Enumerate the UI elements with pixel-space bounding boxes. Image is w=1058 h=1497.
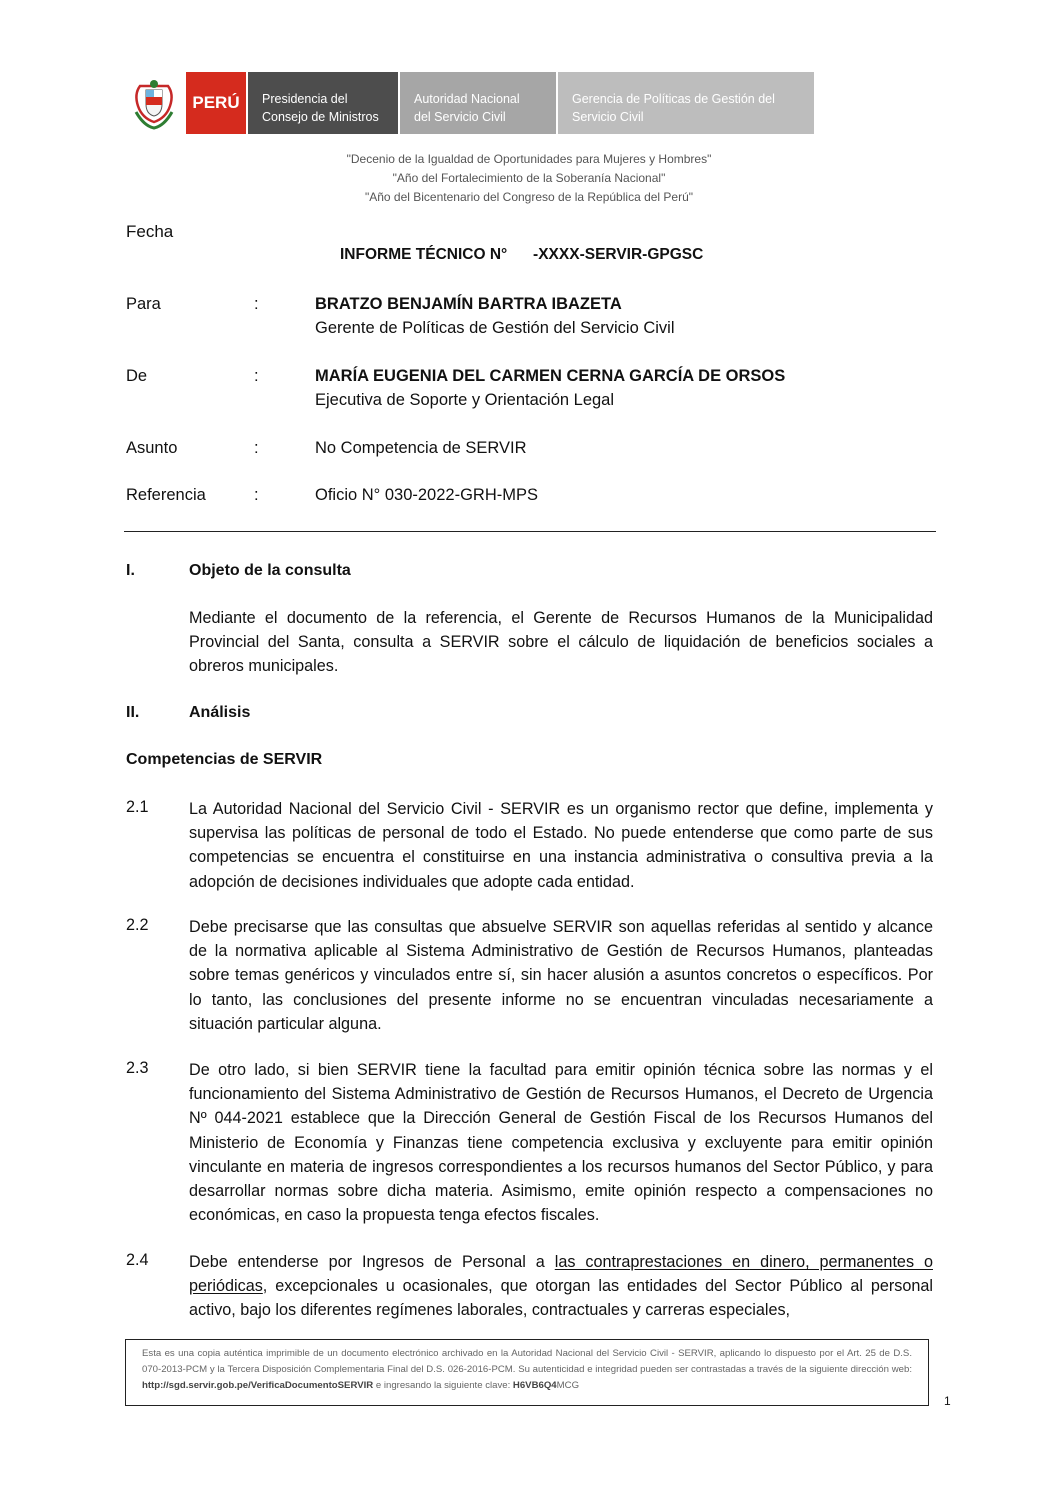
meta-value bbox=[315, 292, 935, 340]
reference-value: Oficio N° 030-2022-GRH-MPS bbox=[315, 486, 538, 504]
header-box-pcm-line1: Presidencia del bbox=[262, 92, 348, 106]
recipient-name: BRATZO BENJAMÍN BARTRA IBAZETA bbox=[315, 295, 622, 313]
meta-colon: : bbox=[254, 367, 259, 385]
report-title: INFORME TÉCNICO N° -XXXX-SERVIR-GPGSC bbox=[340, 246, 704, 263]
coat-of-arms-icon bbox=[130, 72, 178, 134]
paragraph-text: Debe precisarse que las consultas que absuelve SERVIR son aquellas referidas al sentido y alcance de la normativa aplicable al Sistema Administrativo de Gestión de Recursos Humanos, planteadas sobre temas genéricos y vinculados entre sí, sin hacer alusión a asuntos concretos o específicos. Por lo tanto, las conclusiones del presente informe no se encuentran vinculadas necesariamente a situación particular alguna. bbox=[189, 918, 933, 1033]
meta-value bbox=[315, 364, 935, 412]
verification-key: H6VB6Q4 bbox=[512, 1380, 557, 1391]
recipient-role: Gerente de Políticas de Gestión del Servicio Civil bbox=[315, 319, 675, 337]
paragraph-number: 2.3 bbox=[126, 1059, 149, 1077]
authenticity-notice bbox=[125, 1339, 929, 1406]
underlined-phrase: las contraprestaciones en dinero, permanentes o periódicas bbox=[189, 1253, 933, 1296]
meta-label: Para bbox=[126, 295, 161, 313]
meta-label: Asunto bbox=[126, 439, 178, 457]
section-number: I. bbox=[126, 562, 135, 579]
paragraph-number: 2.4 bbox=[126, 1251, 149, 1269]
header-divider bbox=[124, 531, 936, 532]
subject-value: No Competencia de SERVIR bbox=[315, 439, 527, 457]
header-box-gerencia-line2: Servicio Civil bbox=[572, 110, 644, 124]
header-box-gerencia bbox=[556, 72, 814, 134]
institutional-header bbox=[130, 72, 814, 134]
subsection-title: Competencias de SERVIR bbox=[126, 751, 323, 768]
paragraph-number: 2.1 bbox=[126, 798, 149, 816]
meta-label: Referencia bbox=[126, 486, 206, 504]
date-label: Fecha bbox=[126, 222, 174, 241]
header-box-servir bbox=[398, 72, 556, 134]
motto-line: "Decenio de la Igualdad de Oportunidades para Mujeres y Hombres" bbox=[346, 152, 712, 166]
section-number: II. bbox=[126, 704, 140, 721]
section1-paragraph: Mediante el documento de la referencia, el Gerente de Recursos Humanos de la Municipalidad Provincial del Santa, consulta a SERVIR sobre el cálculo de liquidación de beneficios sociales a obreros municipales. bbox=[189, 609, 933, 676]
paragraph-number: 2.2 bbox=[126, 916, 149, 934]
notice-text-mid: e ingresando la siguiente clave: bbox=[373, 1380, 513, 1391]
meta-colon: : bbox=[254, 486, 259, 504]
paragraph-text: La Autoridad Nacional del Servicio Civil - SERVIR es un organismo rector que define, implementa y supervisa las políticas de personal de todo el Estado. No puede entenderse que como parte de sus competencias se encuentra el constituirse en una instancia administrativa o consultiva previa a la adopción de decisiones individuales que adopte cada entidad. bbox=[189, 800, 933, 891]
year-mottos bbox=[0, 150, 1058, 207]
paragraph-text bbox=[189, 1250, 933, 1323]
paragraph-text: De otro lado, si bien SERVIR tiene la facultad para emitir opinión técnica sobre las normas y el funcionamiento del Sistema Administrativo de Gestión de Recursos Humanos, el Decreto de Urgencia Nº 044-2021 establece que la Dirección General de Gestión Fiscal de los Recursos Humanos del Ministerio de Economía y Finanzas tiene competencia exclusiva y excluyente para emitir opinión vinculante en materia de ingresos correspondientes a los recursos humanos del Sector Público, y para desarrollar normas sobre dicha materia. Asimismo, emite opinión respecto a compensaciones no económicas, en caso la propuesta tenga efectos fiscales. bbox=[189, 1061, 933, 1225]
section-title: Análisis bbox=[189, 704, 251, 721]
peru-logo bbox=[186, 72, 246, 134]
verification-url[interactable]: http://sgd.servir.gob.pe/VerificaDocumentoSERVIR bbox=[142, 1380, 374, 1391]
header-box-servir-line2: del Servicio Civil bbox=[414, 110, 506, 124]
notice-text: Esta es una copia auténtica imprimible de un documento electrónico archivado en la Autoridad Nacional del Servicio Civil - SERVIR, aplicando lo dispuesto por el Art. 25 de D.S. 070-2013-PCM y la Tercera Disposición Complementaria Final del D.S. 026-2016-PCM. Su autenticidad e integridad pueden ser contrastadas a través de la siguiente dirección web: bbox=[142, 1348, 912, 1375]
motto-line: "Año del Bicentenario del Congreso de la República del Perú" bbox=[364, 190, 694, 204]
paragraph-text-start: Debe entenderse por Ingresos de Personal a bbox=[189, 1253, 555, 1271]
sender-role: Ejecutiva de Soporte y Orientación Legal bbox=[315, 391, 615, 409]
header-box-servir-line1: Autoridad Nacional bbox=[414, 92, 520, 106]
meta-colon: : bbox=[254, 295, 259, 313]
paragraph-text-end: , excepcionales u ocasionales, que otorgan las entidades del Sector Público al personal activo, bajo los diferentes regímenes laborales, contractuales y carreras especiales, bbox=[189, 1277, 933, 1320]
motto-line: "Año del Fortalecimiento de la Soberanía Nacional" bbox=[392, 171, 666, 185]
country-label: PERÚ bbox=[192, 93, 240, 112]
header-box-pcm bbox=[246, 72, 398, 134]
sender-name: MARÍA EUGENIA DEL CARMEN CERNA GARCÍA DE ORSOS bbox=[315, 367, 786, 385]
page-number: 1 bbox=[944, 1394, 951, 1408]
header-box-pcm-line2: Consejo de Ministros bbox=[262, 110, 379, 124]
section-title: Objeto de la consulta bbox=[189, 562, 351, 579]
verification-key-suffix: MCG bbox=[556, 1380, 580, 1391]
meta-label: De bbox=[126, 367, 148, 385]
meta-colon: : bbox=[254, 439, 259, 457]
header-box-gerencia-line1: Gerencia de Políticas de Gestión del bbox=[572, 92, 775, 106]
